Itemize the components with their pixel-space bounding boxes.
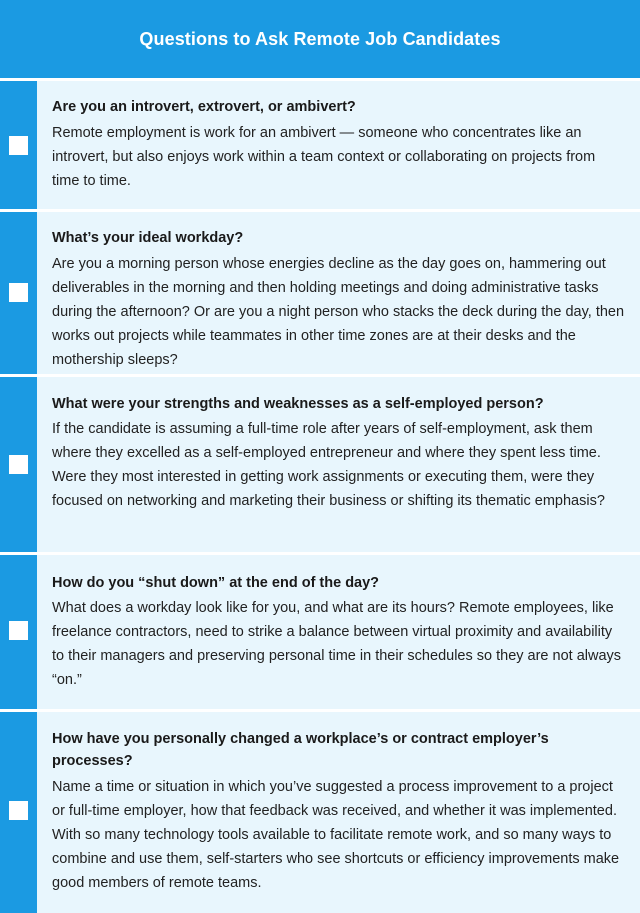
question-row-1: [0, 81, 640, 209]
checkbox[interactable]: [9, 136, 28, 155]
question-text: How do you “shut down” at the end of the day?: [52, 575, 380, 591]
question-text: What’s your ideal workday?: [52, 230, 244, 246]
page-title: Questions to Ask Remote Job Candidates: [139, 28, 501, 49]
answer-text: If the candidate is assuming a full-time role after years of self-employment, ask them where they excelled as a self-employed entrepreneur and where they spent less time. Were they most interested in getting work assignments or executing them, were they focused on networking and marketing their business or shifting its thematic emphasis?: [52, 421, 605, 509]
answer-text: Remote employment is work for an ambivert — someone who concentrates like an introvert, but also enjoys work within a team context or collaborating on projects from time to time.: [52, 125, 596, 189]
question-row-4: [0, 555, 640, 709]
answer-text: Name a time or situation in which you’ve suggested a process improvement to a project or full-time employer, how that feedback was received, and whether it was implemented. With so many technology tools available to facilitate remote work, and so many ways to combine and use them, self-starters who see shortcuts or efficiency improvements make good members of remote teams.: [52, 779, 620, 891]
question-content: [52, 212, 626, 374]
question-row-2: [0, 212, 640, 374]
question-content: [52, 377, 626, 552]
checkbox[interactable]: [9, 801, 28, 820]
question-text: How have you personally changed a workplace’s or contract employer’s processes?: [52, 731, 549, 769]
answer-text: What does a workday look like for you, and what are its hours? Remote employees, like freelance contractors, need to strike a balance between virtual proximity and availability to their managers and preserving personal time in their schedules so they are not always “on.”: [52, 600, 622, 688]
question-content: [52, 712, 626, 913]
question-row-5: [0, 712, 640, 913]
question-text: Are you an introvert, extrovert, or ambivert?: [52, 99, 356, 115]
question-content: [52, 555, 626, 709]
answer-text: Are you a morning person whose energies decline as the day goes on, hammering out deliverables in the morning and then holding meetings and doing administrative tasks during the afternoon? Or are you a night person who stacks the deck during the day, then works out projects while teammates in other time zones are at their desks and the mothership sleeps?: [52, 256, 625, 368]
question-content: [52, 81, 626, 209]
checkbox[interactable]: [9, 455, 28, 474]
checkbox[interactable]: [9, 621, 28, 640]
checkbox[interactable]: [9, 283, 28, 302]
question-row-3: [0, 377, 640, 552]
question-text: What were your strengths and weaknesses as a self-employed person?: [52, 396, 544, 412]
header-banner: [0, 0, 640, 78]
